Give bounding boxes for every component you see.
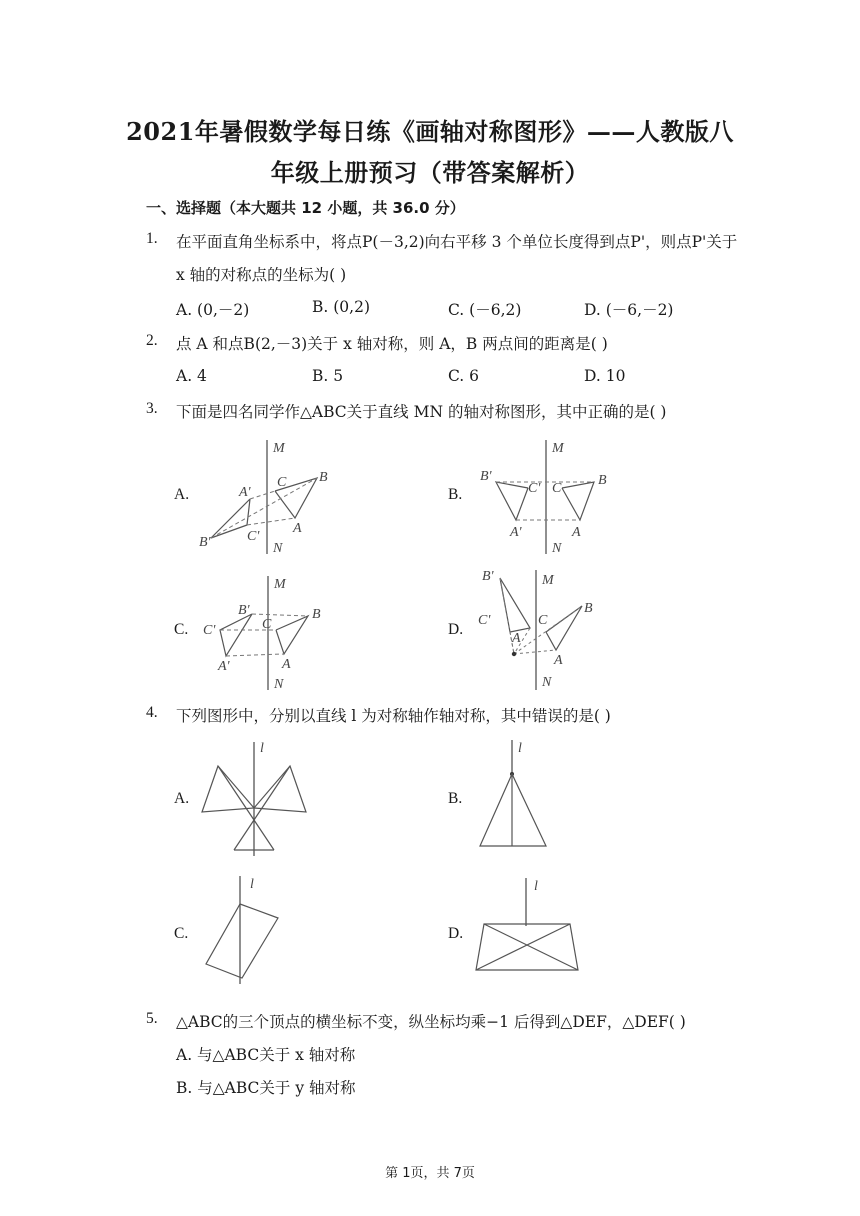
label-b: B	[584, 601, 593, 616]
q3-figure-label-c: C.	[174, 621, 189, 638]
label-b1: B'	[238, 603, 250, 618]
label-a1: A'	[218, 659, 230, 674]
question-1-option-b: B. (0,2)	[312, 298, 370, 316]
doc-title-line1: 2021年暑假数学每日练《画轴对称图形》——人教版八	[126, 117, 734, 146]
label-a: A	[293, 521, 302, 536]
question-1-option-c: C. (－6,2)	[448, 301, 522, 319]
q3-figure-b	[476, 436, 626, 558]
label-n: N	[274, 677, 284, 692]
question-4-text: 下列图形中，分别以直线 l 为对称轴作轴对称，其中错误的是( )	[176, 707, 611, 725]
question-1-number: 1.	[146, 230, 158, 247]
q4-figure-d	[474, 872, 586, 988]
question-5-number: 5.	[146, 1010, 158, 1027]
q4-figure-label-c: C.	[174, 925, 189, 942]
q4-figure-a	[198, 736, 318, 858]
question-2-option-b: B. 5	[312, 367, 344, 385]
label-a: A	[572, 525, 581, 540]
label-a: A	[554, 653, 563, 668]
section-heading: 一、选择题（本大题共 12 小题，共 36.0 分）	[146, 199, 465, 217]
label-c: C	[538, 613, 548, 628]
label-b: B	[598, 473, 607, 488]
question-1-option-d: D. (－6,－2)	[584, 301, 674, 319]
page-footer: 第 1页，共 7页	[385, 1166, 475, 1181]
doc-title-line2: 年级上册预习（带答案解析）	[270, 158, 590, 187]
question-2-option-c: C. 6	[448, 367, 480, 385]
label-m: M	[274, 577, 286, 592]
label-m: M	[542, 573, 554, 588]
label-c1: C'	[528, 481, 541, 496]
question-5-text: △ABC的三个顶点的横坐标不变，纵坐标均乘−1 后得到△DEF，△DEF( )	[176, 1013, 686, 1031]
question-3-number: 3.	[146, 400, 158, 417]
question-1-text-cont: x 轴的对称点的坐标为( )	[176, 266, 347, 284]
q3-figure-d	[474, 566, 624, 694]
label-c1: C'	[203, 623, 216, 638]
label-c: C	[277, 475, 287, 490]
label-c: C	[552, 481, 562, 496]
question-2-option-a: A. 4	[176, 367, 207, 385]
label-b1: B'	[482, 569, 494, 584]
q4-figure-c	[198, 872, 298, 988]
label-a: A	[282, 657, 291, 672]
question-2-option-d: D. 10	[584, 367, 626, 385]
q3-figure-a	[195, 436, 345, 558]
label-c1: C'	[478, 613, 491, 628]
label-m: M	[273, 441, 285, 456]
label-c: C	[262, 617, 272, 632]
question-5-option-a: A. 与△ABC关于 x 轴对称	[176, 1046, 356, 1064]
axis-label-l: l	[518, 741, 522, 756]
question-2-number: 2.	[146, 332, 158, 349]
q4-figure-label-b: B.	[448, 790, 463, 807]
label-a1: A'	[510, 525, 522, 540]
label-b: B	[312, 607, 321, 622]
axis-label-l: l	[260, 741, 264, 756]
q4-figure-label-d: D.	[448, 925, 464, 942]
question-4-number: 4.	[146, 704, 158, 721]
axis-label-l: l	[250, 877, 254, 892]
question-1-option-a: A. (0,－2)	[176, 301, 250, 319]
q3-figure-label-b: B.	[448, 486, 463, 503]
label-n: N	[542, 675, 552, 690]
label-a1: A'	[239, 485, 251, 500]
label-n: N	[273, 541, 283, 556]
q4-figure-label-a: A.	[174, 790, 190, 807]
label-a-mid: A	[512, 631, 521, 646]
question-1-text: 在平面直角坐标系中，将点P(－3,2)向右平移 3 个单位长度得到点P'，则点P'关于	[176, 233, 738, 251]
q3-figure-label-a: A.	[174, 486, 190, 503]
question-3-text: 下面是四名同学作△ABC关于直线 MN 的轴对称图形，其中正确的是( )	[176, 403, 667, 421]
question-2-text: 点 A 和点B(2,－3)关于 x 轴对称，则 A，B 两点间的距离是( )	[176, 335, 608, 353]
label-c1: C'	[247, 529, 260, 544]
label-m: M	[552, 441, 564, 456]
label-n: N	[552, 541, 562, 556]
axis-label-l: l	[534, 879, 538, 894]
label-b: B	[319, 470, 328, 485]
question-5-option-b: B. 与△ABC关于 y 轴对称	[176, 1079, 356, 1097]
q3-figure-c	[200, 572, 350, 694]
q3-figure-label-d: D.	[448, 621, 464, 638]
q4-figure-b	[474, 736, 564, 858]
label-b1: B'	[199, 535, 211, 550]
label-b1: B'	[480, 469, 492, 484]
